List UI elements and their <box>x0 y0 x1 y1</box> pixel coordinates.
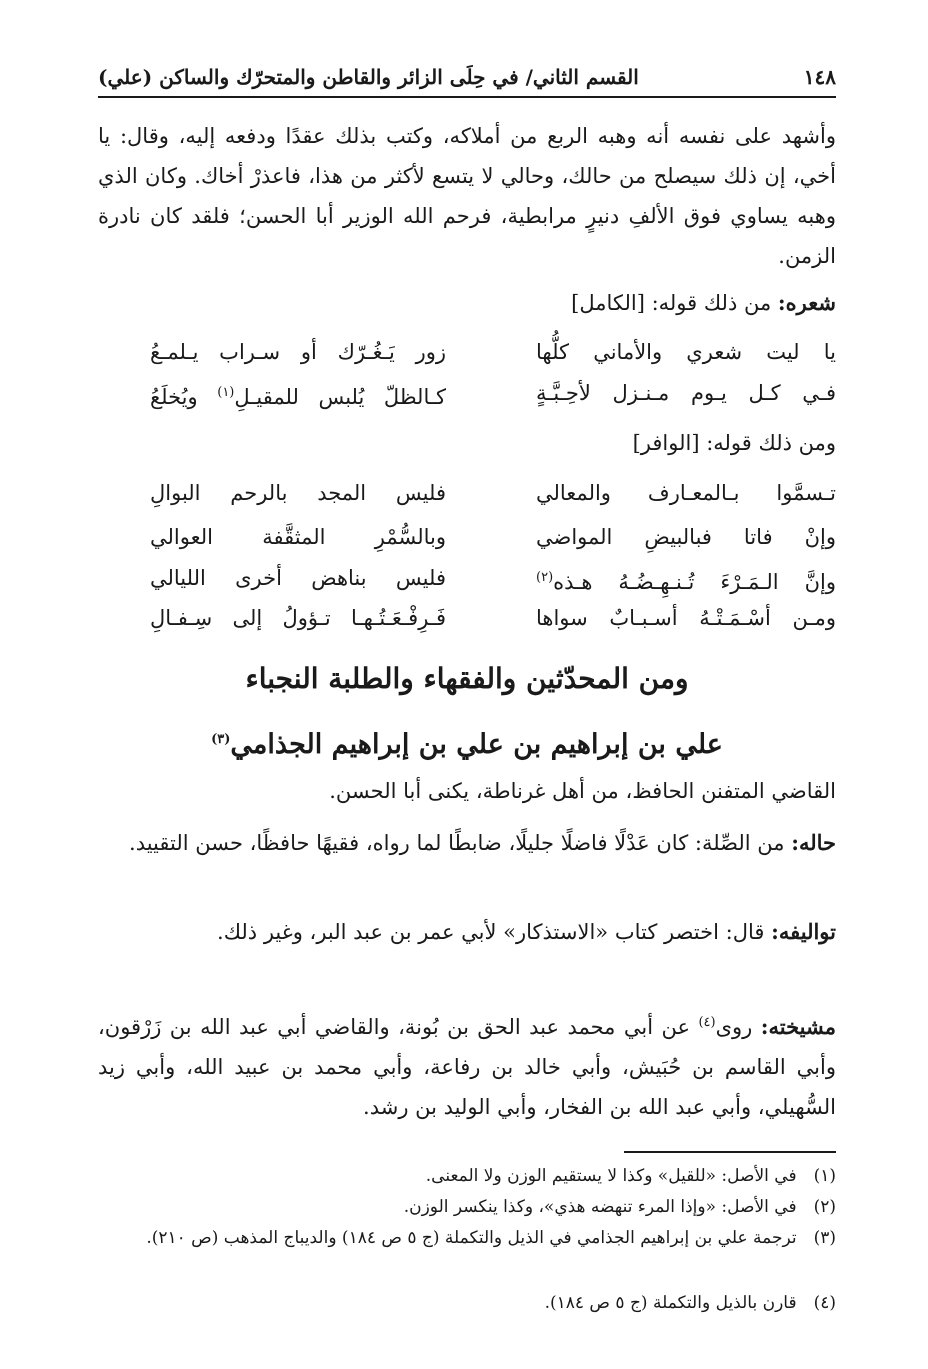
teachers-label: مشيخته: <box>760 1014 836 1039</box>
footnote-4 <box>98 1288 836 1319</box>
verse-second-hemistich: فليس بناهض أخرى الليالي <box>150 566 446 590</box>
verse-second-hemistich <box>150 373 446 417</box>
verse-2-2 <box>98 517 836 557</box>
verse-text: وإنَّ الـمَـرْءَ تُـنـهِـضُـهُ هـذه <box>553 570 836 594</box>
page-number: ١٤٨ <box>803 65 836 89</box>
works-label: تواليفه: <box>771 919 836 944</box>
poetry2-intro: ومن ذلك قوله: [الوافر] <box>632 431 836 455</box>
verse-text: كـالظلّ يُلبس للمقيـلِ <box>234 385 446 409</box>
biography-name-text: علي بن إبراهيم بن علي بن إبراهيم الجذامي <box>230 729 723 760</box>
status-label: حاله: <box>791 830 836 855</box>
teachers-paragraph <box>98 1003 836 1127</box>
footnote-1 <box>98 1161 836 1192</box>
status-paragraph <box>98 823 836 863</box>
verse-1-2 <box>98 373 836 413</box>
verse-2-1 <box>98 473 836 513</box>
footnote-ref: (٢) <box>536 570 554 585</box>
footnote-number: (٣) <box>813 1228 836 1248</box>
footnote-rule <box>624 1151 836 1153</box>
verse-second-hemistich: زور يَـغُـرّك أو سـراب يـلمـعُ <box>150 340 446 364</box>
footnote-ref: (١) <box>217 385 235 400</box>
footnote-3 <box>98 1223 836 1254</box>
verse-text-end: ويُخلَعُ <box>150 385 218 409</box>
page-header <box>98 60 836 94</box>
works-text: قال: اختصر كتاب «الاستذكار» لأبي عمر بن عبد البر، وغير ذلك. <box>217 920 765 944</box>
status-text: من الصِّلة: كان عَدْلًا فاضلًا جليلًا، ضابطًا لما رواه، فقيهًا حافظًا، حسن التقييد. <box>129 831 785 855</box>
footnote-ref: (٣) <box>211 732 231 747</box>
teachers-text: عن أبي محمد عبد الحق بن بُونة، والقاضي أبي عبد الله بن زَرْقون، وأبي القاسم بن حُبَيش، وأبي خالد بن رفاعة، وأبي محمد بن عبيد الله، وأبي زيد السُّهيلي، وأبي عبد الله بن الفخار، وأبي الوليد بن رشد. <box>98 1015 836 1119</box>
footnote-text: في الأصل: «وإذا المرء تنهضه هذي»، وكذا ينكسر الوزن. <box>403 1197 797 1217</box>
biography-description: القاضي المتفنن الحافظ، من أهل غرناطة، يكنى أبا الحسن. <box>329 779 836 803</box>
works-paragraph <box>98 912 836 952</box>
book-page <box>98 0 836 1369</box>
footnote-2 <box>98 1192 836 1223</box>
intro-paragraph: وأشهد على نفسه أنه وهبه الربع من أملاكه، وكتب بذلك عقدًا ودفعه إليه، وقال: يا أخي، إن ذلك سيصلح من حالك، وحالي لا يتسع لأكثر من هذا، فاعذرْ أخاك. وكان الذي وهبه يساوي فوق الألفِ دنيرٍ مرابطية، فرحم الله الوزير أبا الحسن؛ فلقد كان نادرة الزمن. <box>98 124 836 268</box>
verse-second-hemistich: وبالسُّمْرِ المثقَّفة العوالي <box>150 525 446 549</box>
section-heading: ومن المحدّثين والفقهاء والطلبة النجباء <box>245 662 689 695</box>
verse-second-hemistich: فَـرِفْـعَـتُـهـا تـؤولُ إلى سِـفـالِ <box>150 606 446 630</box>
footnote-text: قارن بالذيل والتكملة (ج ٥ ص ١٨٤). <box>544 1293 797 1313</box>
verse-second-hemistich: فليس المجد بالرحم البوالِ <box>150 481 446 505</box>
verse-first-hemistich <box>536 558 836 602</box>
footnote-text: في الأصل: «للقيل» وكذا لا يستقيم الوزن ولا المعنى. <box>425 1166 797 1186</box>
verse-1-1 <box>98 332 836 372</box>
footnote-ref: (٤) <box>698 1015 716 1030</box>
footnote-number: (٢) <box>813 1197 836 1217</box>
verse-first-hemistich: ومـن أسْـمَـتْـهُ أسـبـابٌ سواها <box>536 606 836 630</box>
footnote-number: (٤) <box>813 1293 836 1313</box>
verse-first-hemistich: فـي كـل يـوم مـنـزل لأحِـبَّـةٍ <box>536 381 836 405</box>
biography-name <box>98 718 836 767</box>
poetry1-intro <box>98 283 836 323</box>
verse-first-hemistich: وإنْ فاتا فبالبيضِ المواضي <box>536 525 836 549</box>
verse-first-hemistich: يا ليت شعري والأماني كلُّها <box>536 340 836 364</box>
teachers-lead: روى <box>715 1015 753 1039</box>
footnote-text: ترجمة علي بن إبراهيم الجذامي في الذيل والتكملة (ج ٥ ص ١٨٤) والديباج المذهب (ص ٢١٠). <box>146 1228 797 1248</box>
verse-2-4 <box>98 598 836 638</box>
poetry1-intro-text: من ذلك قوله: [الكامل] <box>571 291 772 315</box>
running-title: القسم الثاني/ في حِلَى الزائر والقاطن والمتحرّك والساكن (علي) <box>98 65 639 89</box>
footnote-number: (١) <box>813 1166 836 1186</box>
verse-first-hemistich: تـسمَّوا بـالمعـارف والمعالي <box>536 481 836 505</box>
header-rule <box>98 96 836 98</box>
verse-2-3 <box>98 558 836 598</box>
poetry-label: شعره: <box>777 290 836 315</box>
